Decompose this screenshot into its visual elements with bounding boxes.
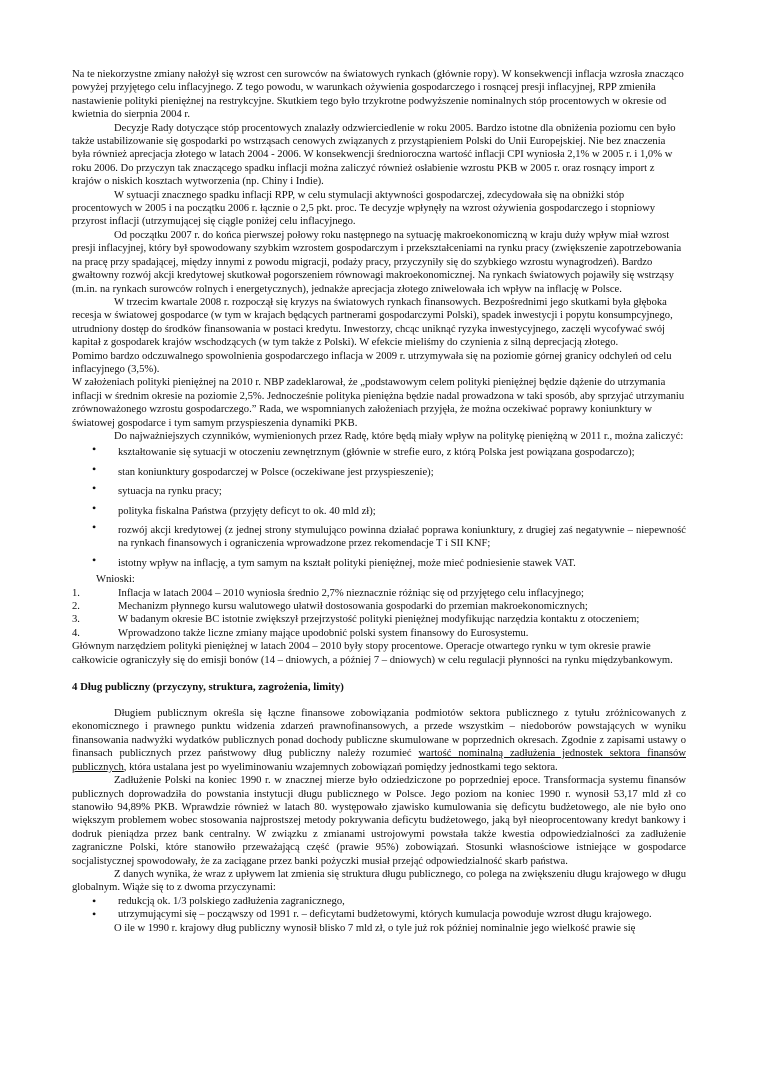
item-number: 3. — [72, 614, 80, 626]
underlined-definition: wartość nominalną zadłużenia jednostek sektora finansów publicznych — [72, 748, 686, 773]
list-item: • sytuacja na rynku pracy; — [72, 482, 686, 501]
list-item — [72, 587, 686, 600]
conclusions-list — [72, 587, 686, 641]
paragraph — [72, 707, 686, 774]
item-number: 4. — [72, 627, 80, 639]
list-item: • utrzymującymi się – począwszy od 1991 r. – deficytami budżetowymi, których kumulacja powoduje wzrost długu krajowego. — [72, 908, 686, 921]
paragraph: Decyzje Rady dotyczące stóp procentowych znalazły odzwierciedlenie w roku 2005. Bardzo istotne dla obniżenia poziomu cen było także ustabilizowanie się gospodarki po wstrząsach cenowych związanych z przystąpieniem Polski do Unii Europejskiej. Nie bez znaczenia była również aprecjacja złotego w latach 2004 - 2006. W konsekwencji średnioroczna wartość inflacji CPI wyniosła 2,1% w 2005 r. i 1,0% w roku 2006. Do przyczyn tak znaczącego spadku inflacji można zaliczyć również osłabienie wzrostu PKB w 2005 r. oraz rosnący import z krajów o niskich kosztach wytworzenia (np. Chiny i Indie). — [72, 122, 676, 188]
list-item — [72, 627, 686, 640]
paragraph: W założeniach polityki pieniężnej na 2010 r. NBP zadeklarował, że „podstawowym celem polityki pieniężnej będzie dążenie do utrzymania inflacji w średnim okresie na poziomie 2,5%. Jednocześnie polityka pieniężna będzie nadal prowadzona w taki sposób, aby sprzyjać utrzymaniu zrównoważonego wzrostu gospodarczego.” Rada, we wspomnianych założeniach przyjęła, że można oczekiwać poprawy koniunktury w światowej gospodarce i tym samym przyspieszenia dynamiki PKB. — [72, 377, 685, 429]
paragraph: Pomimo bardzo odczuwalnego spowolnienia gospodarczego inflacja w 2009 r. utrzymywała się na poziomie górnej granicy odchyleń od celu inflacyjnego (3,5%). — [72, 350, 672, 375]
document-page — [72, 68, 686, 935]
list-item: • istotny wpływ na inflację, a tym samym na kształt polityki pieniężnej, może mieć podniesienie stawek VAT. — [72, 554, 686, 573]
item-number: 2. — [72, 601, 80, 613]
paragraph: Do najważniejszych czynników, wymienionych przez Radę, które będą miały wpływ na politykę pieniężną w 2011 r., można zaliczyć: — [114, 430, 684, 442]
text-run: Długiem publicznym określa się łączne finansowe zobowiązania podmiotów sektora publicznego z tytułu zróżnicowanych z ekonomicznego i prawnego punktu widzenia zdarzeń prawnofinansowych, a przede wszystkim – niedoborów powstających w wyniku finansowania nadwyżki wydatków publicznych ponad dochody publiczne skumulowane w poprzednich okresach. Zgodnie z zapisami ustawy o finansach publicznych przez państwowy dług publiczny należy rozumieć — [72, 708, 686, 760]
paragraph: Z danych wynika, że wraz z upływem lat zmienia się struktura długu publicznego, co polega na zwiększeniu długu krajowego w długu globalnym. Wiąże się to z dwoma przyczynami: — [72, 868, 686, 894]
item-text: Mechanizm płynnego kursu walutowego ułatwił dostosowania gospodarki do przemian makroekonomicznych; — [118, 601, 588, 613]
paragraph: Od początku 2007 r. do końca pierwszej połowy roku następnego na sytuację makroekonomiczną w kraju duży wpływ miał wzrost presji inflacyjnej, który był spowodowany szybkim wzrostem gospodarczym i przekształceniami na rynku pracy (zwiększenie zapotrzebowania na pracę przy spadającej, między innymi z powodu migracji, podaży pracy, przyczyniły się do szybkiego wzrostu wynagrodzeń). Bardzo gwałtowny rozwój akcji kredytowej skutkował pogorszeniem równowagi makroekonomicznej. Na rynkach światowych pojawiły się wstrząsy (m.in. na rynkach surowców rolnych i energetycznych), jednakże aprecjacja złotego zniwelowała ich wpływ na inflację w Polsce. — [72, 229, 682, 295]
list-item — [72, 600, 686, 613]
item-text: Wprowadzono także liczne zmiany mające upodobnić polski system finansowy do Eurosystemu. — [118, 627, 529, 639]
section-heading: 4 Dług publiczny (przyczyny, struktura, zagrożenia, limity) — [72, 681, 344, 694]
paragraph: Zadłużenie Polski na koniec 1990 r. w znacznej mierze było odziedziczone po poprzedniej epoce. Transformacja systemu finansów publicznych doprowadziła do powstania instytucji długu publicznego w Polsce. Jego poziom na koniec 1990 r. wynosił 53,17 mld zł co stanowiło 94,89% PKB. Wprawdzie również w latach 80. występowało zjawisko kumulowania się deficytu budżetowego, ale nie było ono większym problemem wobec stosowania najprostszej metody pokrywania deficytu budżetowego, jaką był nieoprocentowany kredyt bankowy i dodruk pieniądza przez bank centralny. W związku z zmianami ustrojowymi powstała także kwestia odpowiedzialności za zadłużenie zagraniczne Polski, które stanowiło przeważającą część (prawie 95%) zobowiązań. Stosunki własnościowe istniejące w gospodarce socjalistycznej spowodowały, że za zaciągane przez banki pożyczki musiał przejąć odpowiedzialność skarb państwa. — [72, 775, 686, 867]
item-number: 1. — [72, 587, 80, 599]
paragraph: Głównym narzędziem polityki pieniężnej w latach 2004 – 2010 były stopy procentowe. Operacje otwartego rynku w tym okresie prawie całkowicie ograniczyły się do emisji bonów (14 – dniowych, a później 7 – dniowych) w celu regulacji płynności na rynku międzybankowym. — [72, 641, 673, 666]
item-text: W badanym okresie BC istotnie zwiększył przejrzystość polityki pieniężnej modyfikując narzędzia kontaktu z otoczeniem; — [118, 614, 640, 626]
list-item: • polityka fiskalna Państwa (przyjęty deficyt to ok. 40 mld zł); — [72, 502, 686, 521]
list-item: • kształtowanie się sytuacji w otoczeniu zewnętrznym (głównie w strefie euro, z którą Polska jest powiązana gospodarczo); — [72, 443, 686, 462]
causes-list — [72, 895, 686, 922]
list-item: • redukcją ok. 1/3 polskiego zadłużenia zagranicznego, — [72, 895, 686, 908]
list-item: • stan koniunktury gospodarczej w Polsce (oczekiwane jest przyspieszenie); — [72, 463, 686, 482]
conclusions-label: Wnioski: — [96, 574, 135, 586]
paragraph: O ile w 1990 r. krajowy dług publiczny wynosił blisko 7 mld zł, o tyle już rok później nominalnie jego wielkość prawie się — [114, 922, 636, 934]
paragraph: Na te niekorzystne zmiany nałożył się wzrost cen surowców na światowych rynkach (głównie ropy). W konsekwencji inflacja wzrosła znacząco powyżej przyjętego celu inflacyjnego. Z tego powodu, w warunkach ożywienia gospodarczego i rosnącej presji inflacyjnej, RPP zmieniła nastawienie polityki pieniężnej na restrykcyjne. Skutkiem tego było trzykrotne podwyższenie nominalnych stóp procentowych w okresie od kwietnia do sierpnia 2004 r. — [72, 69, 684, 121]
paragraph: W sytuacji znacznego spadku inflacji RPP, w celu stymulacji aktywności gospodarczej, zdecydowała się na obniżki stóp procentowych w 2005 i na początku 2006 r. łącznie o 2,5 pkt. proc. Te decyzje wpłynęły na wzrost ożywienia gospodarczego i stopniowy przyrost inflacji (utrzymującej się ciągle poniżej celu inflacyjnego. — [72, 189, 656, 228]
paragraph: W trzecim kwartale 2008 r. rozpoczął się kryzys na światowych rynkach finansowych. Bezpośrednimi jego skutkami była głęboka recesja w światowej gospodarce (w tym w krajach będących partnerami gospodarczymi Polski), spadek inwestycji i popytu konsumpcyjnego, utrudniony dostęp do środków finansowania w postaci kredytu. Inwestorzy, chcąc uniknąć ryzyka inwestycyjnego, zaczęli wycofywać swój kapitał z gospodarek krajów wschodzących (w tym także z Polski). W efekcie mieliśmy do czynienia z silną deprecjacją złotego. — [72, 296, 673, 349]
list-item — [72, 613, 686, 626]
list-item: • rozwój akcji kredytowej (z jednej strony stymulująco powinna działać poprawa koniunktury, z drugiej zaś negatywnie – niepewność na rynkach finansowych i ograniczenia wprowadzone przez rekomendacje T i SII KNF; — [72, 521, 686, 554]
item-text: Inflacja w latach 2004 – 2010 wyniosła średnio 2,7% nieznacznie różniąc się od przyjętego celu inflacyjnego; — [118, 587, 584, 599]
factors-list — [72, 443, 686, 573]
text-run: , która ustalana jest po wyeliminowaniu wzajemnych zobowiązań pomiędzy jednostkami tego sektora. — [123, 761, 558, 773]
